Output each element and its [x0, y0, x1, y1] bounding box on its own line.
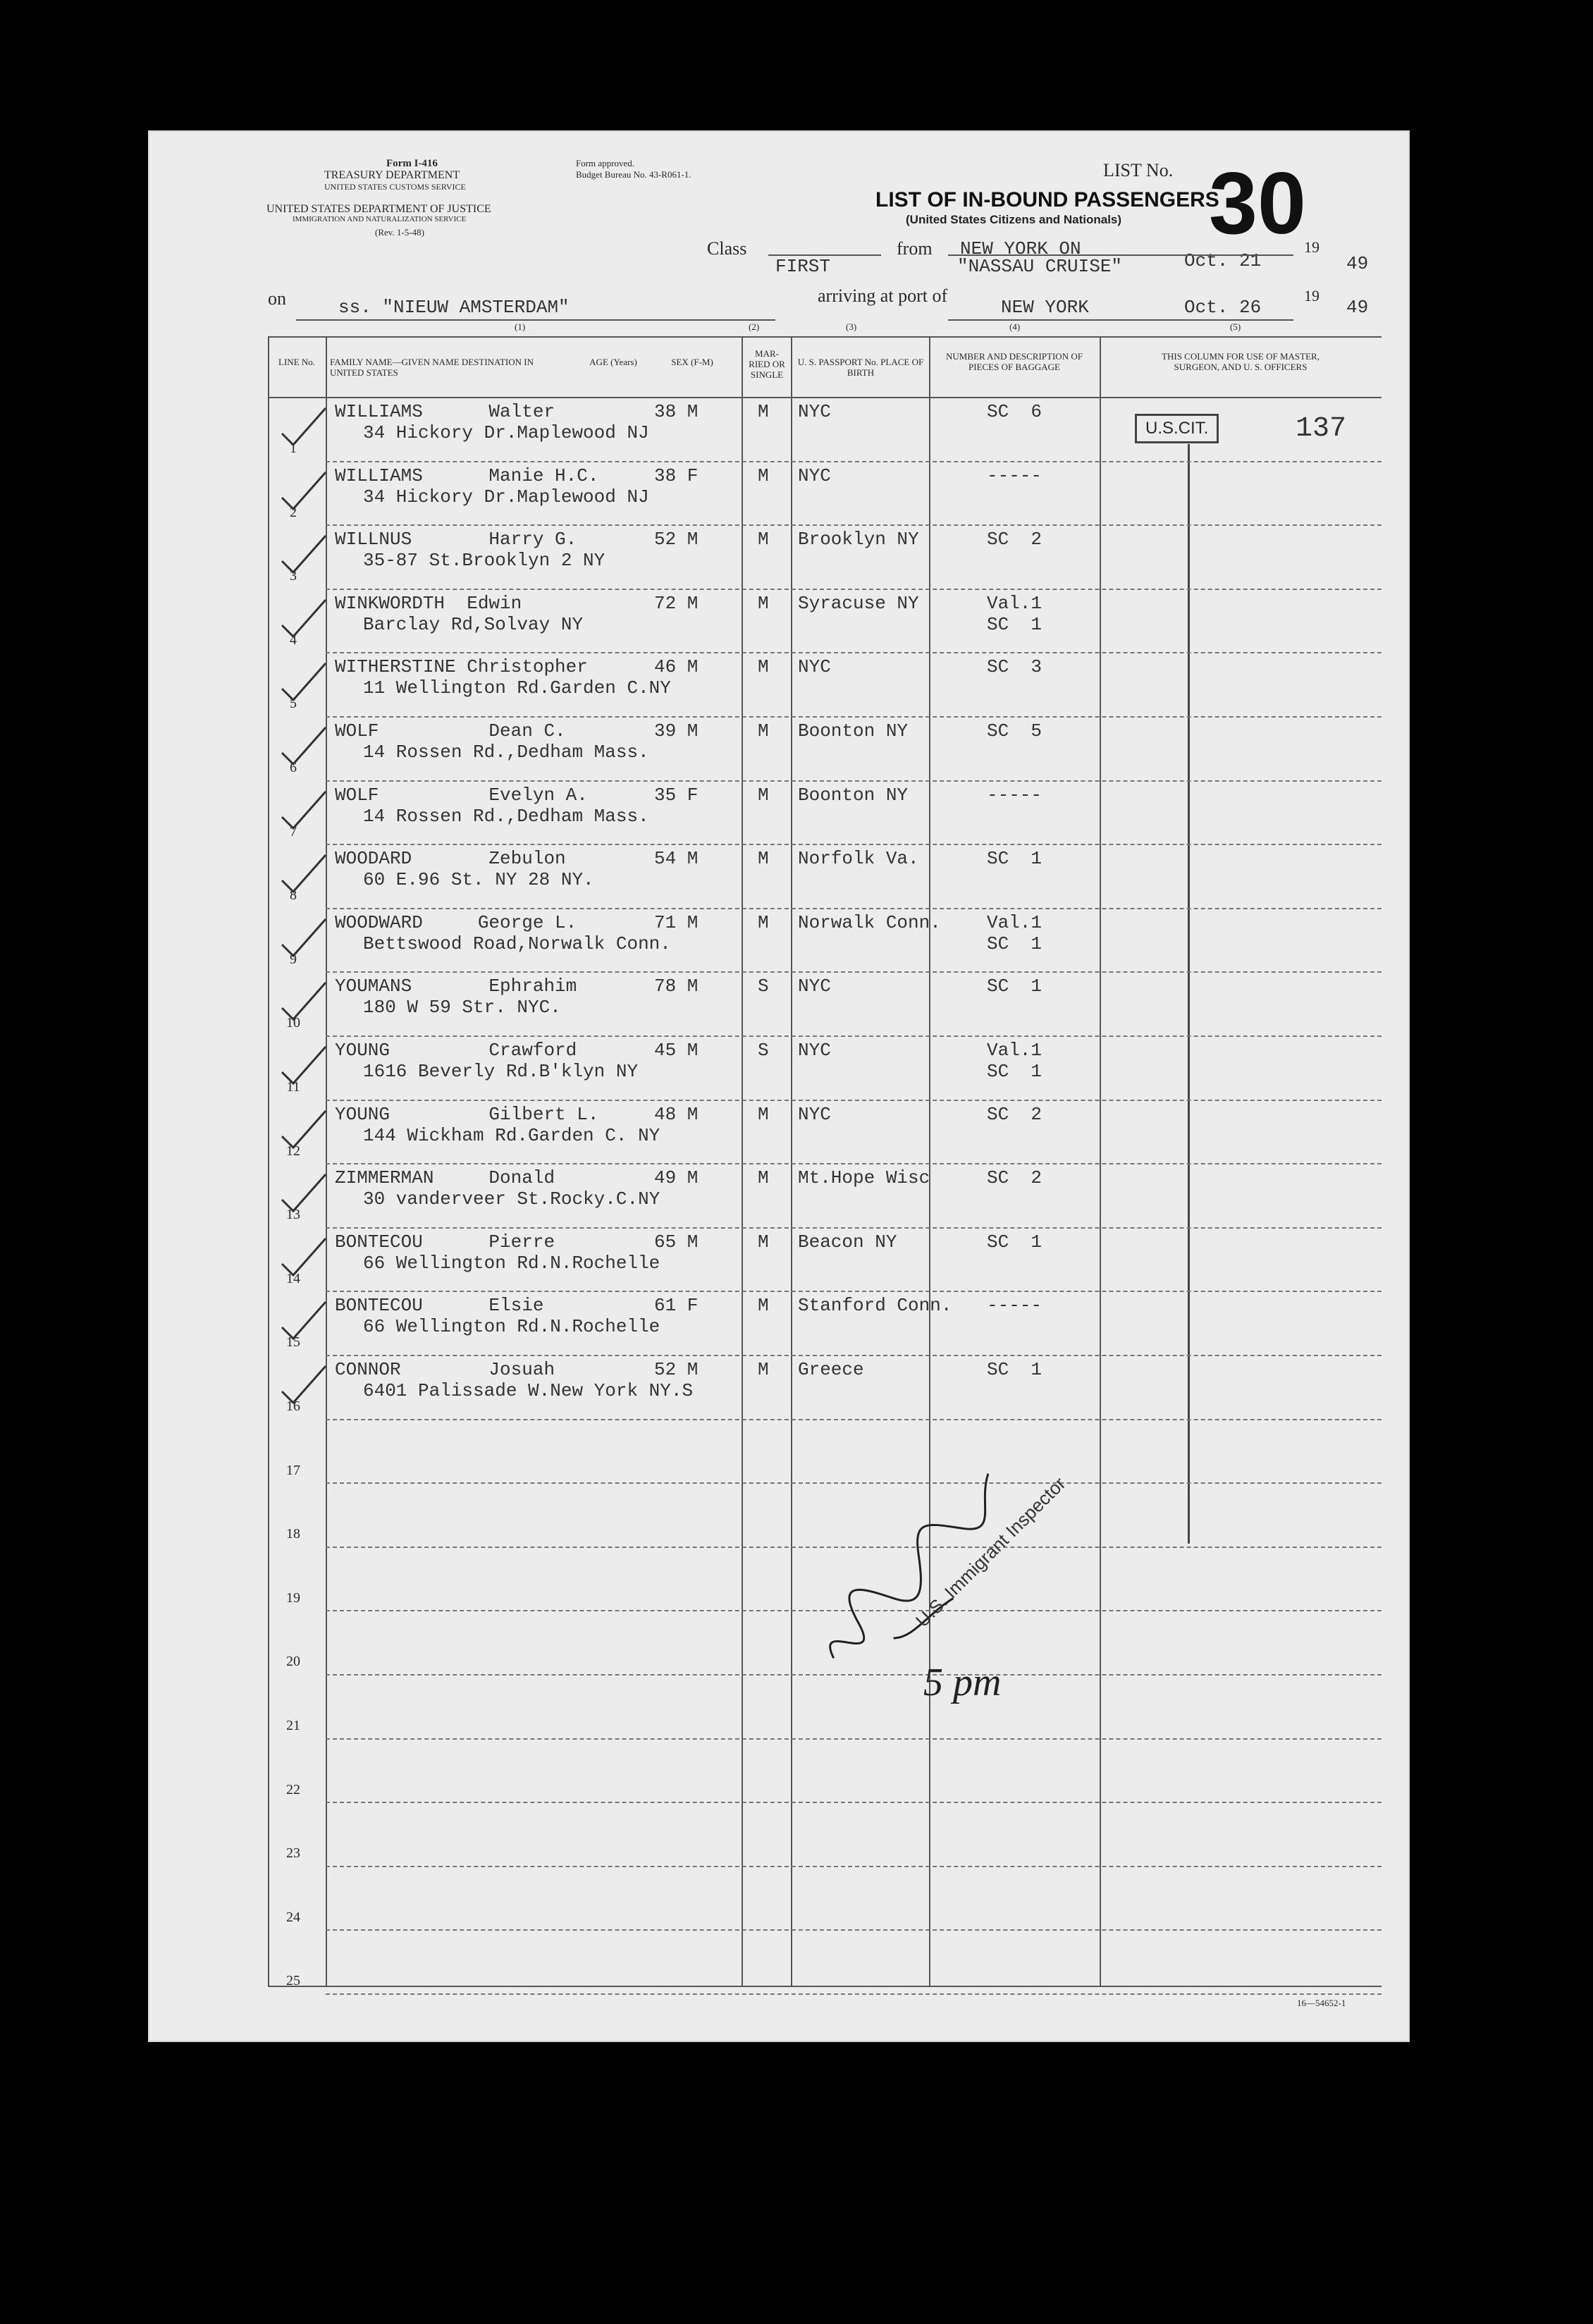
- row-separator: [326, 1993, 1382, 1995]
- destination: 66 Wellington Rd.N.Rochelle: [363, 1316, 660, 1338]
- passenger-name: WOLF Evelyn A.: [335, 784, 588, 806]
- from-value: NEW YORK ON: [960, 238, 1081, 259]
- check-mark-icon: [279, 597, 328, 639]
- passenger-name: YOUNG Crawford: [335, 1040, 577, 1061]
- line-number: 22: [286, 1781, 300, 1797]
- revision-date: (Rev. 1-5-48): [375, 227, 424, 238]
- passenger-name: WOODWARD George L.: [335, 911, 577, 933]
- line-number: 17: [286, 1462, 300, 1478]
- line-number: 4: [290, 632, 297, 648]
- check-mark-icon: [279, 789, 328, 831]
- row-separator: [326, 1227, 1382, 1229]
- row-separator: [326, 1035, 1382, 1037]
- destination: Bettswood Road,Norwalk Conn.: [363, 933, 671, 954]
- place-of-birth: Norfolk Va.: [798, 848, 919, 870]
- line-number: 12: [286, 1143, 300, 1159]
- passenger-name: BONTECOU Pierre: [335, 1231, 555, 1253]
- header-name: FAMILY NAME—GIVEN NAME DESTINATION IN UNITED STATES: [330, 357, 534, 378]
- row-separator: [326, 461, 1382, 462]
- marital-status: M: [758, 1103, 769, 1125]
- destination: 66 Wellington Rd.N.Rochelle: [363, 1252, 660, 1274]
- destination: 34 Hickory Dr.Maplewood NJ: [363, 422, 649, 443]
- place-of-birth: Syracuse NY: [798, 592, 919, 614]
- baggage: -----: [987, 465, 1042, 486]
- check-mark-icon: [279, 725, 328, 767]
- check-mark-icon: [279, 469, 328, 512]
- handwritten-time: 5 pm: [923, 1661, 1002, 1704]
- footer-code: 16—54652-1: [1297, 1998, 1346, 2008]
- passenger-name: BONTECOU Elsie: [335, 1295, 544, 1317]
- col-index-1: (1): [515, 321, 526, 332]
- col-index-4: (4): [1009, 321, 1021, 332]
- baggage: SC 2: [987, 1103, 1042, 1125]
- age-sex: 49 M: [654, 1167, 699, 1189]
- marital-status: M: [758, 1359, 769, 1380]
- age-sex: 61 F: [654, 1295, 699, 1317]
- cruise-name: "NASSAU CRUISE": [957, 256, 1123, 277]
- row-separator: [326, 908, 1382, 909]
- list-subtitle: (United States Citizens and Nationals): [906, 213, 1122, 226]
- from-label: from: [897, 238, 933, 259]
- marital-status: M: [758, 1295, 769, 1317]
- baggage: SC 1: [987, 976, 1042, 997]
- passenger-name: WILLIAMS Manie H.C.: [335, 465, 599, 486]
- row-separator: [326, 844, 1382, 845]
- us-citizen-stamp: U.S.CIT.: [1135, 414, 1219, 443]
- passenger-name: WITHERSTINE Christopher: [335, 656, 588, 678]
- age-sex: 35 F: [654, 784, 699, 806]
- line-number: 3: [290, 568, 297, 584]
- destination: 30 vanderveer St.Rocky.C.NY: [363, 1188, 660, 1210]
- place-of-birth: Boonton NY: [798, 720, 909, 742]
- form-number: Form I-416: [386, 158, 438, 169]
- marital-status: M: [758, 1167, 769, 1189]
- destination: 1616 Beverly Rd.B'klyn NY: [363, 1061, 639, 1082]
- place-of-birth: Beacon NY: [798, 1231, 897, 1253]
- form-approved: Form approved.: [576, 158, 635, 168]
- passenger-name: WILLNUS Harry G.: [335, 529, 577, 551]
- row-separator: [326, 589, 1382, 590]
- line-number: 19: [286, 1590, 300, 1606]
- baggage: -----: [987, 784, 1042, 806]
- line-number: 21: [286, 1718, 300, 1733]
- inspector-signature: [768, 1399, 1078, 1738]
- passenger-name: YOUMANS Ephrahim: [335, 976, 577, 997]
- year-prefix-2: 19: [1304, 287, 1320, 305]
- list-number: 30: [1209, 155, 1306, 252]
- baggage: SC 3: [987, 656, 1042, 678]
- check-mark-icon: [279, 533, 328, 575]
- destination: 6401 Palissade W.New York NY.S: [363, 1380, 694, 1401]
- place-of-birth: Boonton NY: [798, 784, 909, 806]
- passenger-count: 137: [1296, 413, 1347, 445]
- baggage: SC 1: [987, 848, 1042, 870]
- place-of-birth: Stanford Conn.: [798, 1295, 952, 1317]
- line-number: 7: [290, 823, 297, 840]
- check-mark-icon: [279, 1172, 328, 1214]
- row-separator: [326, 1163, 1382, 1164]
- age-sex: 39 M: [654, 720, 699, 742]
- line-number: 18: [286, 1526, 300, 1542]
- row-separator: [326, 652, 1382, 653]
- destination: 144 Wickham Rd.Garden C. NY: [363, 1124, 660, 1146]
- passenger-name: CONNOR Josuah: [335, 1359, 555, 1380]
- place-of-birth: Greece: [798, 1359, 864, 1380]
- place-of-birth: NYC: [798, 401, 831, 422]
- place-of-birth: Brooklyn NY: [798, 529, 919, 551]
- line-number: 9: [290, 951, 297, 967]
- baggage: Val.1: [987, 911, 1042, 933]
- header-line-no: LINE No.: [278, 357, 315, 367]
- baggage: SC 1: [987, 1231, 1042, 1253]
- baggage: SC 5: [987, 720, 1042, 742]
- line-number: 8: [290, 887, 297, 904]
- place-of-birth: NYC: [798, 1103, 831, 1125]
- line-number: 6: [290, 760, 297, 775]
- check-mark-icon: [279, 1363, 328, 1406]
- line-number: 23: [286, 1845, 300, 1862]
- check-mark-icon: [279, 1044, 328, 1086]
- passenger-list-sheet: [148, 130, 1410, 2042]
- baggage-line-2: SC 1: [987, 613, 1042, 635]
- line-number: 14: [286, 1270, 300, 1286]
- col-index-5: (5): [1230, 321, 1241, 332]
- passenger-name: WOODARD Zebulon: [335, 848, 566, 870]
- marital-status: M: [758, 784, 769, 806]
- destination: Barclay Rd,Solvay NY: [363, 613, 584, 635]
- baggage: Val.1: [987, 592, 1042, 614]
- on-label: on: [268, 288, 286, 309]
- list-no-label: LIST No.: [1103, 160, 1174, 180]
- place-of-birth: NYC: [798, 1040, 831, 1061]
- baggage: SC 1: [987, 1359, 1042, 1380]
- marital-status: M: [758, 401, 769, 422]
- line-number: 2: [290, 504, 297, 520]
- table-top-border: [268, 336, 1382, 338]
- header-officers: THIS COLUMN FOR USE OF MASTER, SURGEON, AND U. S. OFFICERS: [1162, 351, 1320, 372]
- immigration-service: IMMIGRATION AND NATURALIZATION SERVICE: [293, 215, 467, 223]
- arrive-year: 49: [1346, 297, 1369, 318]
- check-mark-icon: [279, 1236, 328, 1278]
- age-sex: 78 M: [654, 976, 699, 997]
- depart-date: Oct. 21: [1184, 250, 1262, 271]
- passenger-name: WINKWORDTH Edwin: [335, 592, 522, 614]
- row-separator: [326, 1929, 1382, 1931]
- row-separator: [326, 780, 1382, 782]
- budget-bureau: Budget Bureau No. 43-R061-1.: [576, 169, 691, 180]
- age-sex: 71 M: [654, 911, 699, 933]
- line-number: 1: [290, 441, 297, 456]
- line-number: 25: [286, 1973, 300, 1989]
- passenger-name: WILLIAMS Walter: [335, 401, 555, 422]
- baggage: SC 2: [987, 529, 1042, 551]
- row-separator: [326, 1866, 1382, 1867]
- destination: 34 Hickory Dr.Maplewood NJ: [363, 486, 649, 508]
- baggage: SC 6: [987, 401, 1042, 422]
- check-mark-icon: [279, 916, 328, 959]
- marital-status: S: [758, 976, 769, 997]
- age-sex: 52 M: [654, 1359, 699, 1380]
- header-passport: U. S. PASSPORT No. PLACE OF BIRTH: [797, 357, 924, 378]
- passenger-name: ZIMMERMAN Donald: [335, 1167, 555, 1189]
- baggage-line-2: SC 1: [987, 933, 1042, 954]
- row-separator: [326, 1100, 1382, 1101]
- destination: 35-87 St.Brooklyn 2 NY: [363, 550, 605, 572]
- age-sex: 52 M: [654, 529, 699, 551]
- place-of-birth: NYC: [798, 976, 831, 997]
- inspector-stamp-text: U.S. Immigrant Inspector: [911, 1473, 1070, 1632]
- marital-status: M: [758, 465, 769, 486]
- age-sex: 65 M: [654, 1231, 699, 1253]
- header-age: AGE (Years): [589, 357, 637, 367]
- treasury-dept: TREASURY DEPARTMENT: [324, 169, 460, 181]
- check-mark-icon: [279, 1299, 328, 1341]
- baggage: Val.1: [987, 1040, 1042, 1061]
- check-mark-icon: [279, 1108, 328, 1150]
- header-sex: SEX (F-M): [671, 357, 713, 367]
- age-sex: 38 F: [654, 465, 699, 486]
- ship-name: ss. "NIEUW AMSTERDAM": [338, 297, 570, 318]
- age-sex: 38 M: [654, 401, 699, 422]
- arrive-date: Oct. 26: [1184, 297, 1262, 318]
- row-separator: [326, 1802, 1382, 1803]
- baggage: SC 2: [987, 1167, 1042, 1189]
- marital-status: M: [758, 848, 769, 870]
- class-value: FIRST: [775, 256, 831, 277]
- destination: 60 E.96 St. NY 28 NY.: [363, 869, 594, 891]
- check-mark-icon: [279, 852, 328, 894]
- row-separator: [326, 1355, 1382, 1356]
- check-mark-icon: [279, 405, 328, 448]
- age-sex: 46 M: [654, 656, 699, 678]
- destination: 14 Rossen Rd.,Dedham Mass.: [363, 742, 649, 763]
- row-separator: [326, 1738, 1382, 1740]
- marital-status: M: [758, 720, 769, 742]
- age-sex: 45 M: [654, 1040, 699, 1061]
- place-of-birth: NYC: [798, 656, 831, 678]
- arriving-label: arriving at port of: [818, 285, 948, 306]
- line-number: 13: [286, 1207, 300, 1223]
- year-prefix: 19: [1304, 238, 1320, 256]
- baggage-line-2: SC 1: [987, 1061, 1042, 1082]
- passenger-name: YOUNG Gilbert L.: [335, 1103, 599, 1125]
- row-separator: [326, 716, 1382, 718]
- depart-year: 49: [1346, 253, 1369, 274]
- col-index-3: (3): [846, 321, 857, 332]
- place-of-birth: Norwalk Conn.: [798, 911, 941, 933]
- place-of-birth: Mt.Hope Wisc: [798, 1167, 930, 1189]
- destination: 11 Wellington Rd.Garden C.NY: [363, 677, 671, 699]
- marital-status: M: [758, 529, 769, 551]
- destination: 180 W 59 Str. NYC.: [363, 997, 561, 1019]
- marital-status: M: [758, 592, 769, 614]
- destination: 14 Rossen Rd.,Dedham Mass.: [363, 805, 649, 827]
- row-separator: [326, 971, 1382, 973]
- age-sex: 48 M: [654, 1103, 699, 1125]
- line-number: 5: [290, 696, 297, 712]
- justice-dept: UNITED STATES DEPARTMENT OF JUSTICE: [266, 203, 491, 215]
- line-number: 10: [286, 1015, 300, 1031]
- row-separator: [326, 524, 1382, 526]
- marital-status: M: [758, 656, 769, 678]
- place-of-birth: NYC: [798, 465, 831, 486]
- line-number: 24: [286, 1909, 300, 1925]
- passenger-name: WOLF Dean C.: [335, 720, 566, 742]
- header-married: MAR-RIED OR SINGLE: [749, 348, 785, 380]
- line-number: 11: [286, 1079, 300, 1095]
- header-baggage: NUMBER AND DESCRIPTION OF PIECES OF BAGGAGE: [946, 351, 1083, 372]
- class-label: Class: [707, 238, 747, 259]
- check-mark-icon: [279, 980, 328, 1022]
- check-mark-icon: [279, 660, 328, 703]
- list-title: LIST OF IN-BOUND PASSENGERS: [875, 188, 1219, 211]
- line-number: 15: [286, 1334, 300, 1351]
- arrival-port: NEW YORK: [1001, 297, 1089, 318]
- line-number: 16: [286, 1398, 300, 1414]
- marital-status: M: [758, 911, 769, 933]
- marital-status: S: [758, 1040, 769, 1061]
- baggage: -----: [987, 1295, 1042, 1317]
- row-separator: [326, 1291, 1382, 1292]
- col-index-2: (2): [749, 321, 760, 332]
- age-sex: 72 M: [654, 592, 699, 614]
- age-sex: 54 M: [654, 848, 699, 870]
- marital-status: M: [758, 1231, 769, 1253]
- customs-service: UNITED STATES CUSTOMS SERVICE: [324, 182, 466, 192]
- line-number: 20: [286, 1654, 300, 1670]
